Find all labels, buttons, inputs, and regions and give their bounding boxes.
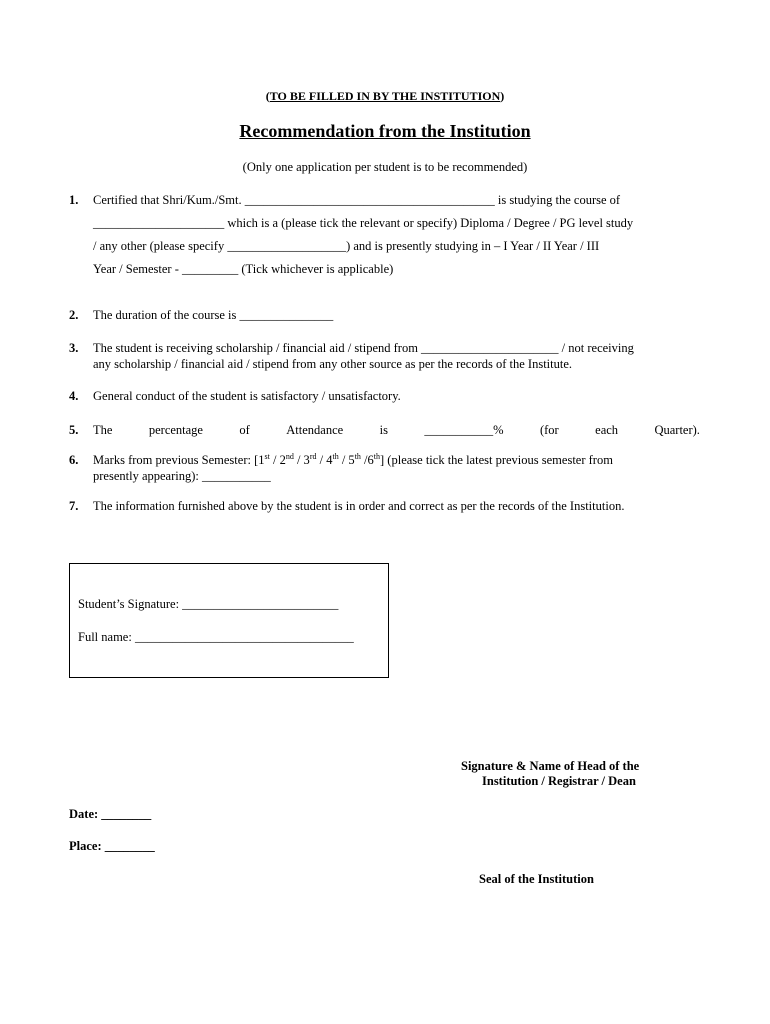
item-number: 1. [69,193,79,207]
seal-label: Seal of the Institution [479,872,594,886]
item-2-line-1: The duration of the course is _______________ [93,308,334,322]
word: (for [539,423,559,437]
header-note-text: TO BE FILLED IN BY THE INSTITUTION [269,89,501,103]
item-number: 2. [69,308,79,322]
page-title: Recommendation from the Institution [239,121,531,141]
item-6-line-1: Marks from previous Semester: [1st / 2nd / 3rd / 4th / 5th /6th] (please tick the latest previous semester from [93,451,613,467]
word: each [595,423,619,437]
item-6-line-2: presently appearing): ___________ [93,469,271,483]
place-field: Place: ________ [69,839,155,853]
full-name-field: Full name: ___________________________________ [78,630,354,644]
word: ___________% [424,423,504,437]
item-number: 6. [69,453,79,467]
word: The [93,423,113,437]
word: percentage [148,423,203,437]
header-note: (TO BE FILLED IN BY THE INSTITUTION) [265,89,505,103]
item-1-line-3: / any other (please specify ___________________) and is presently studying in – I Year / II Year / III [93,239,600,253]
word: Quarter). [654,423,700,437]
student-signature-box [69,563,389,678]
word: is [379,423,388,437]
word: of [239,423,250,437]
student-signature-field: Student’s Signature: _________________________ [78,597,339,611]
item-3-line-2: any scholarship / financial aid / stipend from any other source as per the records of the Institute. [93,357,573,371]
item-7-line-1: The information furnished above by the student is in order and correct as per the records of the Institution. [93,499,625,513]
head-signature-line-2: Institution / Registrar / Dean [482,774,636,788]
head-signature-line-1: Signature & Name of Head of the [461,759,640,773]
item-number: 7. [69,499,79,513]
item-5-line-1 [93,423,700,438]
item-1-line-2: _____________________ which is a (please tick the relevant or specify) Diploma / Degree / PG level study [93,216,634,230]
item-number: 3. [69,341,79,355]
word: Attendance [286,423,344,437]
item-4-line-1: General conduct of the student is satisfactory / unsatisfactory. [93,389,401,403]
item-number: 5. [69,423,79,437]
item-3-line-1: The student is receiving scholarship / financial aid / stipend from ______________________ / not receiving [93,341,634,355]
page-subtitle: (Only one application per student is to be recommended) [242,160,528,174]
item-number: 4. [69,389,79,403]
item-1-line-4: Year / Semester - _________ (Tick whichever is applicable) [93,262,394,276]
item-1-line-1: Certified that Shri/Kum./Smt. ________________________________________ is studying the course of [93,193,621,207]
date-field: Date: ________ [69,807,152,821]
